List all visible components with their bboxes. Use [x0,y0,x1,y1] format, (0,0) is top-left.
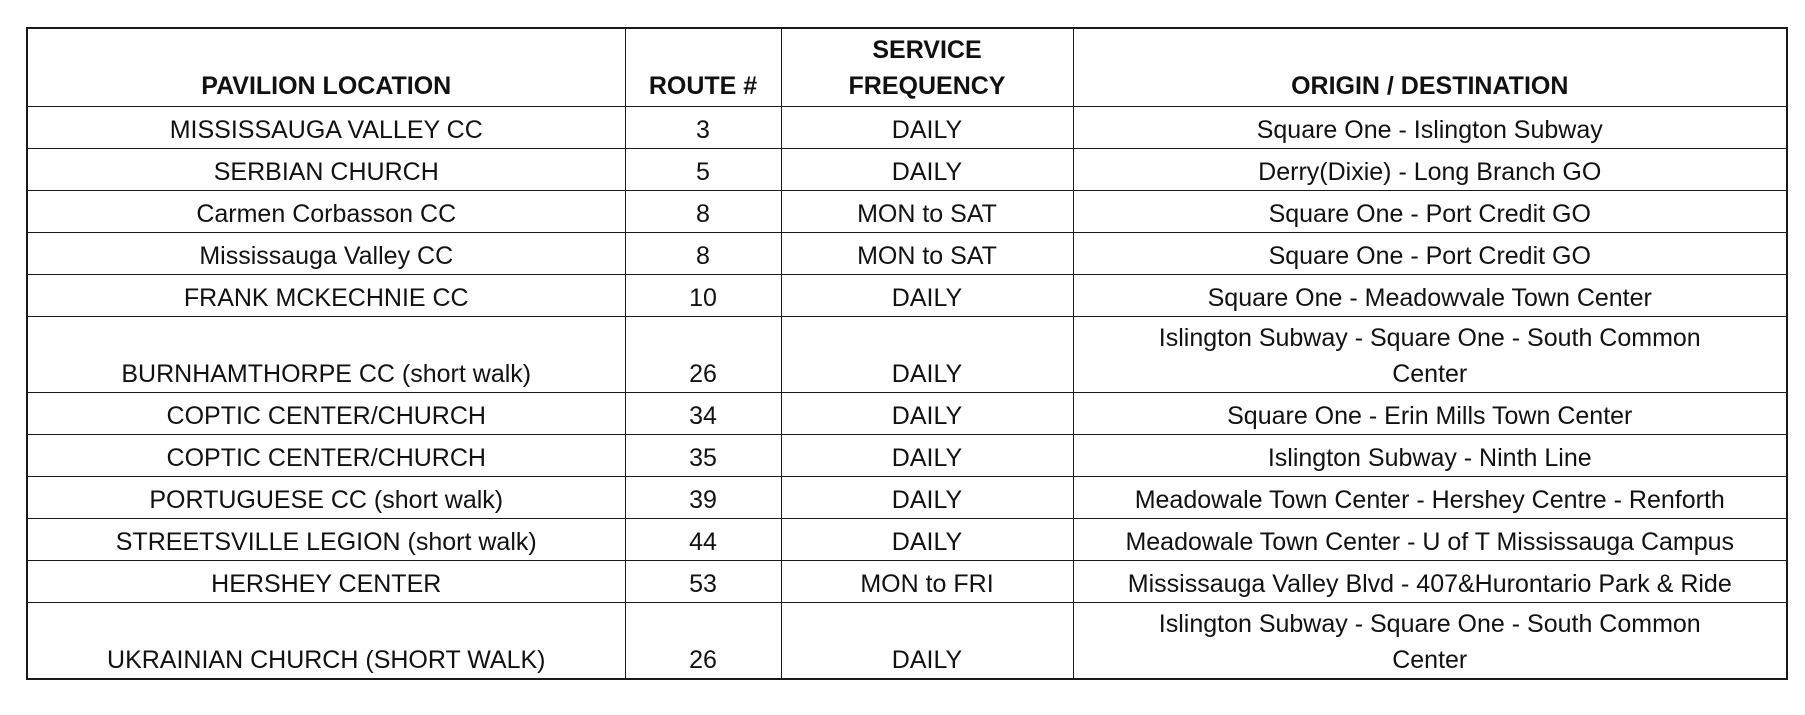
cell-route: 5 [625,149,781,191]
cell-location: BURNHAMTHORPE CC (short walk) [27,317,625,393]
header-service-frequency-text: SERVICE FREQUENCY [848,36,1006,100]
cell-location: Mississauga Valley CC [27,233,625,275]
cell-origin-destination: Derry(Dixie) - Long Branch GO [1073,149,1787,191]
table-row [27,561,1787,603]
cell-origin-destination: Meadowale Town Center - U of T Mississauga Campus [1073,519,1787,561]
cell-origin-destination: Meadowale Town Center - Hershey Centre - Renforth [1073,477,1787,519]
cell-route: 34 [625,393,781,435]
cell-origin-destination: Islington Subway - Ninth Line [1073,435,1787,477]
table-row [27,477,1787,519]
cell-origin-destination: Square One - Islington Subway [1073,107,1787,149]
table-row [27,275,1787,317]
cell-frequency: DAILY [781,603,1073,680]
cell-frequency: DAILY [781,435,1073,477]
cell-frequency: MON to SAT [781,233,1073,275]
cell-location: COPTIC CENTER/CHURCH [27,435,625,477]
cell-location: PORTUGUESE CC (short walk) [27,477,625,519]
cell-frequency: DAILY [781,317,1073,393]
cell-location: UKRAINIAN CHURCH (SHORT WALK) [27,603,625,680]
table-row [27,317,1787,393]
cell-origin-destination-text: Islington Subway - Square One - South Common Center [1158,610,1701,674]
cell-route: 53 [625,561,781,603]
cell-origin-destination: Square One - Port Credit GO [1073,233,1787,275]
cell-origin-destination [1073,317,1787,393]
cell-origin-destination: Mississauga Valley Blvd - 407&Hurontario Park & Ride [1073,561,1787,603]
cell-route: 3 [625,107,781,149]
cell-route: 39 [625,477,781,519]
cell-route: 44 [625,519,781,561]
cell-location: SERBIAN CHURCH [27,149,625,191]
cell-location: Carmen Corbasson CC [27,191,625,233]
cell-frequency: DAILY [781,393,1073,435]
cell-location: MISSISSAUGA VALLEY CC [27,107,625,149]
cell-frequency: MON to SAT [781,191,1073,233]
cell-route: 26 [625,603,781,680]
cell-frequency: MON to FRI [781,561,1073,603]
table-header-row [27,28,1787,107]
cell-frequency: DAILY [781,477,1073,519]
cell-location: COPTIC CENTER/CHURCH [27,393,625,435]
table-row [27,603,1787,680]
cell-origin-destination: Square One - Erin Mills Town Center [1073,393,1787,435]
cell-origin-destination [1073,603,1787,680]
route-table-container [26,27,1788,680]
cell-frequency: DAILY [781,149,1073,191]
cell-frequency: DAILY [781,519,1073,561]
cell-route: 10 [625,275,781,317]
table-row [27,233,1787,275]
header-route-number: ROUTE # [625,28,781,107]
cell-route: 26 [625,317,781,393]
table-row [27,107,1787,149]
table-row [27,191,1787,233]
cell-route: 8 [625,191,781,233]
cell-route: 8 [625,233,781,275]
cell-origin-destination-text: Islington Subway - Square One - South Common Center [1158,324,1701,388]
header-pavilion-location: PAVILION LOCATION [27,28,625,107]
cell-origin-destination: Square One - Port Credit GO [1073,191,1787,233]
header-service-frequency [781,28,1073,107]
table-row [27,435,1787,477]
cell-frequency: DAILY [781,275,1073,317]
table-row [27,149,1787,191]
table-row [27,519,1787,561]
cell-origin-destination: Square One - Meadowvale Town Center [1073,275,1787,317]
table-row [27,393,1787,435]
pavilion-route-table [26,27,1788,680]
cell-location: STREETSVILLE LEGION (short walk) [27,519,625,561]
cell-location: HERSHEY CENTER [27,561,625,603]
header-origin-destination: ORIGIN / DESTINATION [1073,28,1787,107]
cell-location: FRANK MCKECHNIE CC [27,275,625,317]
cell-route: 35 [625,435,781,477]
cell-frequency: DAILY [781,107,1073,149]
